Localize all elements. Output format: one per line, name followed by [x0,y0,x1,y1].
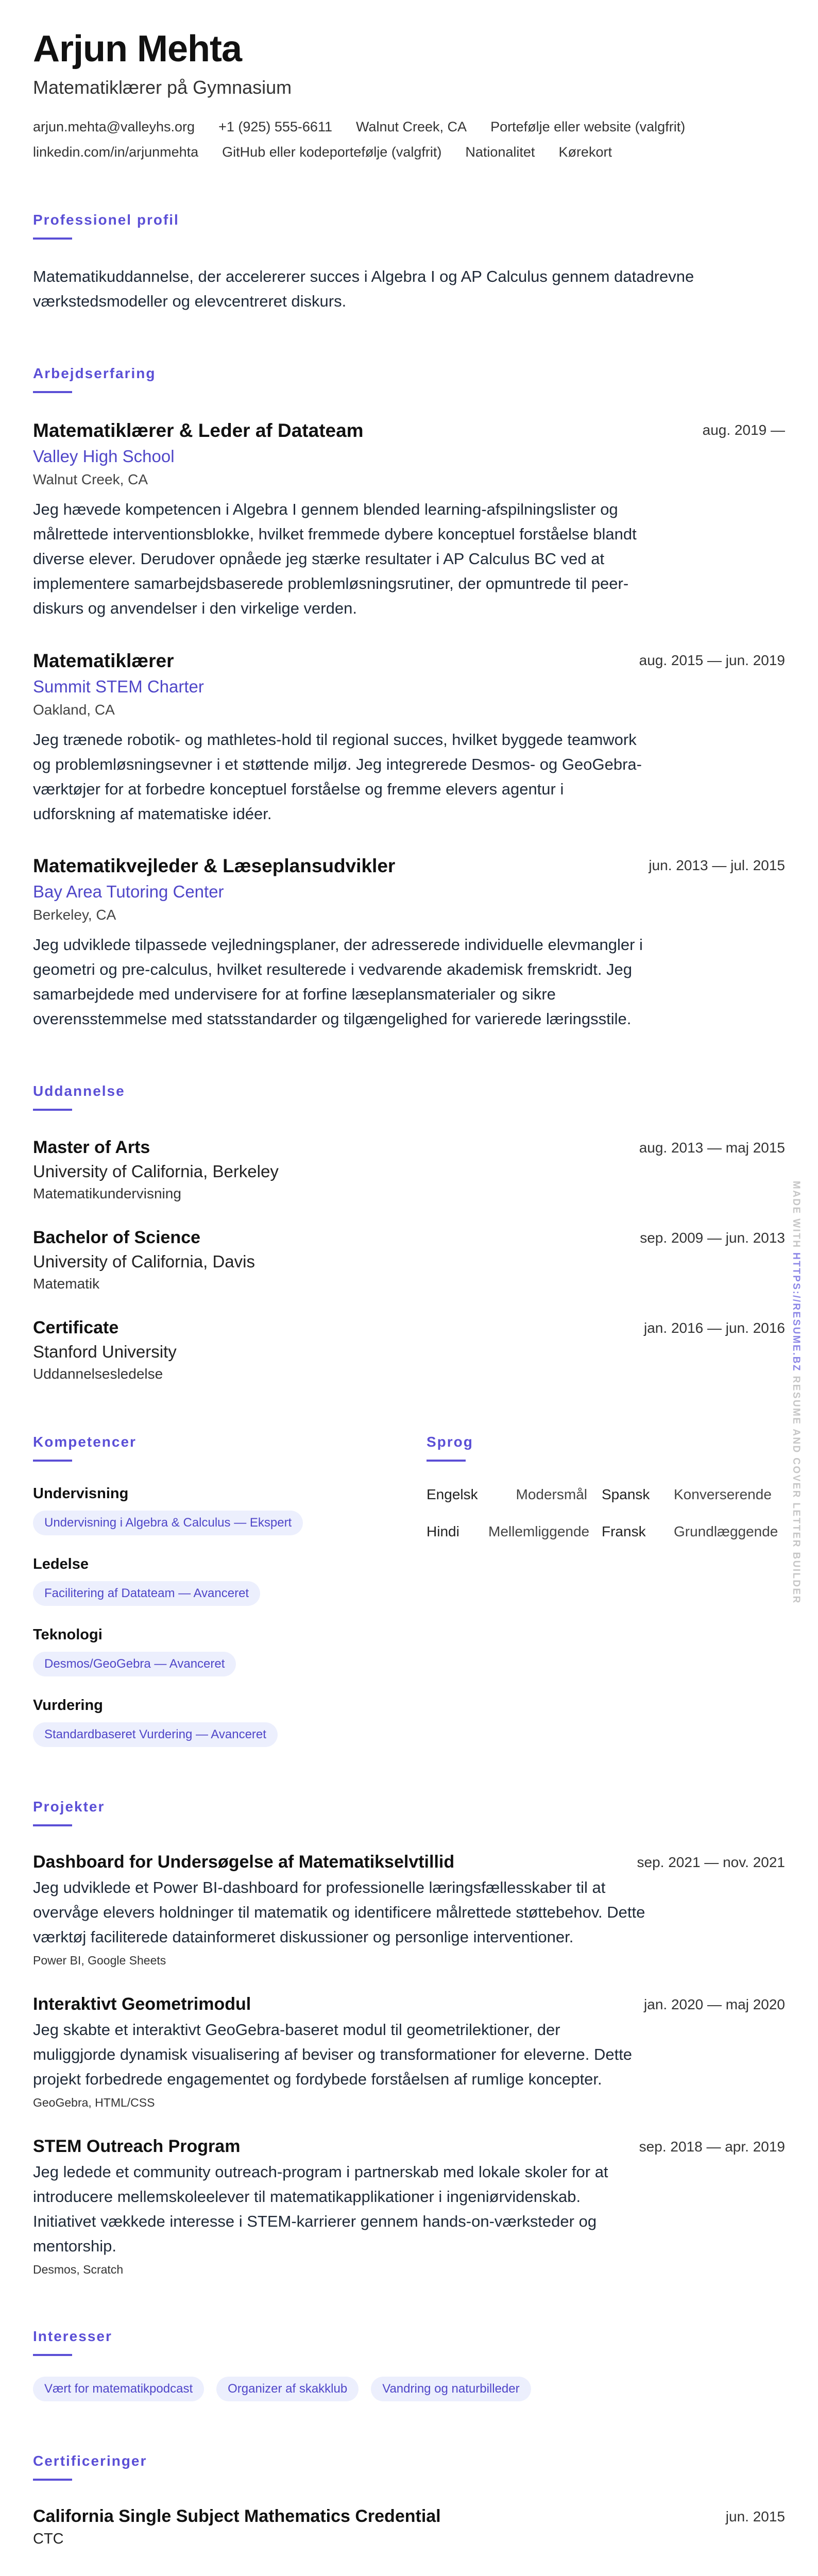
experience-item [33,650,785,826]
project-date: sep. 2018 — apr. 2019 [639,2139,785,2155]
projects-section [33,1799,785,2277]
interest-list [33,2377,785,2401]
contact-drivers-license: Kørekort [558,144,612,160]
project-tech: GeoGebra, HTML/CSS [33,2096,155,2110]
section-heading-projects: Projekter [33,1798,105,1815]
language-level: Grundlæggende [674,1523,778,1539]
contact-list [33,119,775,160]
skill-category: Teknologi [33,1626,103,1643]
language-level: Modersmål [516,1486,587,1502]
education-date: aug. 2013 — maj 2015 [639,1139,785,1156]
project-title: STEM Outreach Program [33,2137,241,2157]
language-name: Spansk [602,1486,650,1502]
degree: Bachelor of Science [33,1227,201,1247]
project-tech: Power BI, Google Sheets [33,1954,166,1968]
contact-nationality: Nationalitet [465,144,535,160]
section-divider [33,391,72,393]
interest-chip: Vandring og naturbilleder [371,2377,531,2401]
contact-phone[interactable]: +1 (925) 555-6611 [218,119,332,135]
contact-location: Walnut Creek, CA [355,119,467,135]
skill-category: Ledelse [33,1555,89,1572]
candidate-name: Arjun Mehta [33,28,242,70]
certification-item [33,2506,785,2548]
watermark-suffix: RESUME AND COVER LETTER BUILDER [791,1371,802,1604]
job-location: Berkeley, CA [33,906,116,923]
section-heading-certifications: Certificeringer [33,2453,147,2469]
education-item [33,1228,785,1292]
experience-item [33,855,785,1031]
project-title: Interaktivt Geometrimodul [33,1994,251,2014]
section-heading-interests: Interesser [33,2328,112,2345]
skill-chip: Facilitering af Datateam — Avanceret [33,1581,260,1606]
education-date: jan. 2016 — jun. 2016 [644,1319,785,1336]
contact-portfolio[interactable]: Portefølje eller website (valgfrit) [490,119,686,135]
job-location: Oakland, CA [33,701,115,718]
contact-email[interactable]: arjun.mehta@valleyhs.org [33,119,195,135]
language-name: Engelsk [427,1486,478,1502]
project-description: Jeg udviklede et Power BI-dashboard for professionelle læringsfællesskaber til at overvåge elevers holdninger til matematik og identificere målrettede støttebehov. Dette værktøj faciliterede datainformeret diskussioner og personlige interventioner. [33,1878,645,1946]
skill-group [33,1485,427,1535]
skill-chip: Standardbaseret Vurdering — Avanceret [33,1722,278,1747]
education-item [33,1318,785,1382]
job-title: Matematiklærer & Leder af Datateam [33,420,364,442]
builder-watermark [790,1181,802,1604]
field-of-study: Matematik [33,1275,100,1292]
section-heading-profile: Professionel profil [33,212,179,228]
degree: Certificate [33,1317,119,1337]
skill-category: Undervisning [33,1485,129,1502]
job-date: jun. 2013 — jul. 2015 [649,857,785,873]
education-date: sep. 2009 — jun. 2013 [640,1229,785,1246]
language-level: Mellemliggende [488,1523,590,1539]
institution: Stanford University [33,1342,177,1361]
degree: Master of Arts [33,1137,150,1157]
job-employer: Summit STEM Charter [33,676,204,696]
section-divider [427,1460,466,1462]
section-heading-education: Uddannelse [33,1082,125,1099]
job-location: Walnut Creek, CA [33,471,148,488]
field-of-study: Matematikundervisning [33,1185,181,1201]
section-divider [33,1824,72,1826]
watermark-link[interactable]: HTTPS://RESUME.BZ [791,1252,802,1372]
section-divider [33,238,72,240]
language-name: Hindi [427,1523,459,1539]
job-description: Jeg udviklede tilpassede vejledningsplaner, der adresserede individuelle elevmangler i geometri og pre-calculus, hvilket resulterede i vedvarende akademisk fremskridt. Jeg samarbejdede med undervisere for at forfine læseplansmaterialer og sikre overensstemmelse med statsstandarder og tilgængelighed for varierede læringsstile. [33,935,643,1028]
skill-category: Vurdering [33,1697,103,1714]
certifications-section [33,2453,785,2548]
job-employer: Valley High School [33,447,175,466]
certification-title: California Single Subject Mathematics Credential [33,2506,441,2527]
section-divider [33,1460,72,1462]
skill-group [33,1626,427,1676]
project-title: Dashboard for Undersøgelse af Matematikselvtillid [33,1852,455,1872]
project-tech: Desmos, Scratch [33,2263,124,2277]
education-section [33,1083,785,1382]
language-list [427,1486,785,1540]
job-employer: Bay Area Tutoring Center [33,882,224,901]
section-divider [33,2354,72,2356]
profile-section [33,212,785,314]
skill-group [33,1556,427,1606]
project-date: jan. 2020 — maj 2020 [644,1996,785,2013]
resume-header [33,29,785,160]
institution: University of California, Davis [33,1251,255,1271]
section-heading-skills: Kompetencer [33,1433,137,1450]
job-title: Matematiklærer [33,650,174,671]
job-description: Jeg trænede robotik- og mathletes-hold til regional succes, hvilket byggede teamwork og problemløsningsevner i et støttende miljø. Jeg integrerede Desmos- og GeoGebra-værktøjer for at forbedre konceptuel forståelse og fremme elevers agentur i udforskning af matematiske idéer. [33,730,642,823]
section-heading-languages: Sprog [427,1433,473,1450]
certification-issuer: CTC [33,2531,64,2548]
skill-chip: Desmos/GeoGebra — Avanceret [33,1652,236,1676]
experience-item [33,420,785,621]
institution: University of California, Berkeley [33,1161,279,1181]
education-item [33,1138,785,1202]
contact-linkedin[interactable]: linkedin.com/in/arjunmehta [33,144,199,160]
project-description: Jeg ledede et community outreach-program i partnerskab med lokale skoler for at introducere mellemskoleelever til matematikapplikationer i ingeniørvidenskab. Initiativet vækkede interesse i STEM-karrierer gennem hands-on-værksteder og mentorship. [33,2163,608,2256]
project-date: sep. 2021 — nov. 2021 [637,1854,785,1870]
skills-section [33,1434,427,1747]
project-item [33,1852,785,1968]
contact-github[interactable]: GitHub eller kodeportefølje (valgfrit) [222,144,442,160]
section-divider [33,1109,72,1111]
interest-chip: Organizer af skakklub [216,2377,359,2401]
candidate-title: Matematiklærer på Gymnasium [33,77,292,98]
project-description: Jeg skabte et interaktivt GeoGebra-baseret modul til geometrilektioner, der muliggjorde dynamisk visualisering af beviser og transformationer for eleverne. Dette projekt forbedrede engagementet og fordybede forståelsen af rumlige koncepter. [33,2021,633,2089]
job-date: aug. 2019 — [702,422,785,438]
language-name: Fransk [602,1523,646,1539]
skill-group [33,1697,427,1747]
field-of-study: Uddannelsesledelse [33,1365,163,1382]
watermark-prefix: MADE WITH [791,1181,802,1253]
section-heading-experience: Arbejdserfaring [33,365,156,382]
section-divider [33,2479,72,2481]
project-item [33,2137,785,2277]
job-description: Jeg hævede kompetencen i Algebra I gennem blended learning-afspilningslister og målrettede interventionsblokke, hvilket fremmede dybere konceptuel forståelse blandt diverse elever. Derudover opnåede jeg stærke resultater i AP Calculus BC ved at implementere samarbejdsbaserede problemløsningsrutiner, der opmuntrede til peer-diskurs og anvendelser i den virkelige verden. [33,500,637,618]
languages-section [427,1434,785,1747]
interests-section [33,2328,785,2401]
job-date: aug. 2015 — jun. 2019 [639,652,785,668]
resume-page [33,29,785,2548]
skills-languages-row [33,1434,785,1747]
skill-chip: Undervisning i Algebra & Calculus — Ekspert [33,1511,303,1535]
job-title: Matematikvejleder & Læseplansudvikler [33,855,396,876]
project-item [33,1994,785,2110]
profile-summary: Matematikuddannelse, der accelererer succes i Algebra I og AP Calculus gennem datadrevne værkstedsmodeller og elevcentreret diskurs. [33,267,694,311]
interest-chip: Vært for matematikpodcast [33,2377,204,2401]
experience-section [33,365,785,1031]
certification-date: jun. 2015 [725,2509,785,2525]
language-level: Konverserende [674,1486,772,1502]
